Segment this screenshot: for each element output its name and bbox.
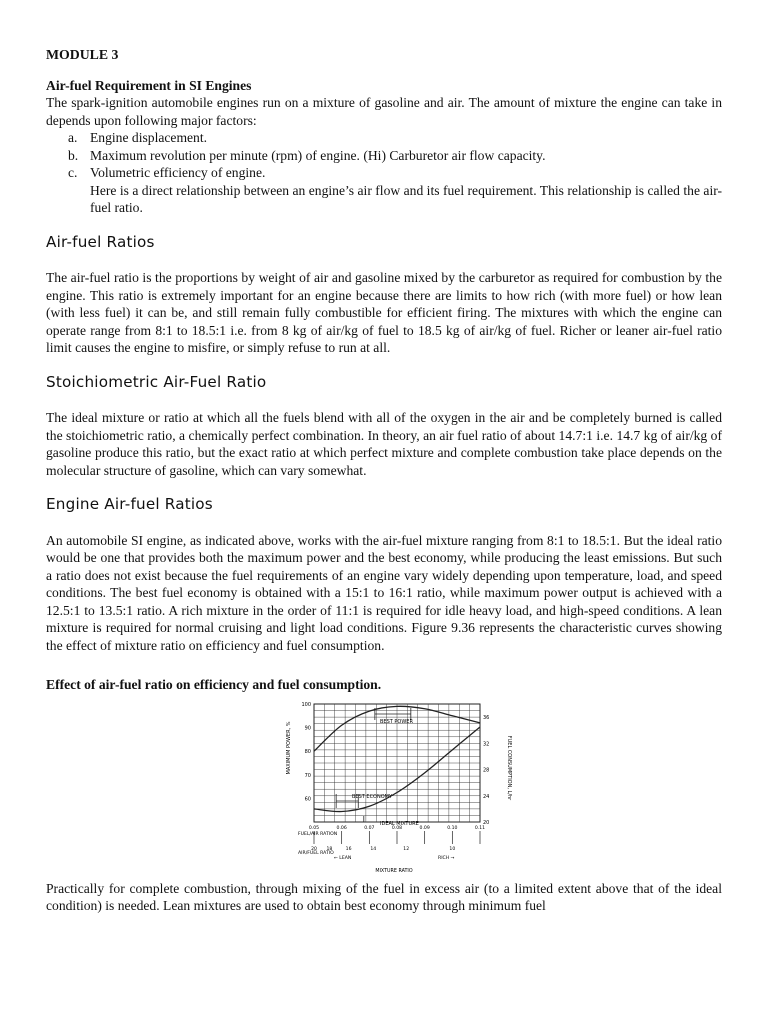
y-right-tick-label: 36 xyxy=(483,714,490,721)
fuel-air-tick-label: 0.09 xyxy=(419,825,430,831)
rich-label: RICH → xyxy=(438,855,455,861)
list-item xyxy=(68,129,722,147)
engine-ratios-paragraph: An automobile SI engine, as indicated above, works with the air-fuel mixture ranging from 8:1 to 18.5:1. But the ideal ratio would be one that provides both the maximum power and the best economy, while producing the least emissions. But such a ratio does not exist because the fuel requirements of an engine vary widely depending upon temperature, load, and speed conditions. The best fuel economy is obtained with a 15:1 to 16:1 ratio, while maximum power output is achieved with a 12.5:1 to 13.5:1 ratio. A rich mixture in the order of 11:1 is required for idle heavy load, and high-speed conditions. A lean mixture is required for normal cruising and light load conditions. Figure 9.36 represents the characteristic curves showing the effect of mixture ratio on efficiency and fuel consumption. xyxy=(46,532,722,653)
best-power-label: BEST POWER xyxy=(380,718,413,725)
x-axis-label: MIXTURE RATIO xyxy=(375,868,413,874)
y-left-label: MAXIMUM POWER, % xyxy=(286,721,292,774)
air-fuel-ratios-paragraph: The air-fuel ratio is the proportions by weight of air and gasoline mixed by the carburetor as required for combustion by the engine. This ratio is extremely important for an engine because there are limits to how rich (with more fuel) or how lean (with less fuel) it can be, and still remain fully combustible for efficient firing. The mixtures with which the engine can operate range from 8:1 to 18.5:1 i.e. from 8 kg of air/kg of fuel to 18.5 kg of air/kg of fuel. Richer or leaner air-fuel ratio limit causes the engine to misfire, or simply refuse to run at all. xyxy=(46,270,722,355)
fuel-air-tick-label: 0.05 xyxy=(308,825,320,831)
intro-closing: Here is a direct relationship between an engine’s air flow and its fuel requirement. This relationship is called the air-fuel ratio. xyxy=(90,182,722,215)
list-item-text: Maximum revolution per minute (rpm) of engine. (Hi) Carburetor air flow capacity. xyxy=(90,147,546,163)
document-page xyxy=(46,40,722,915)
air-fuel-tick-label: 18 xyxy=(326,846,333,852)
fuel-air-tick-label: 0.06 xyxy=(336,825,347,831)
stoichiometric-heading: Stoichiometric Air-Fuel Ratio xyxy=(46,372,267,391)
y-left-tick-label: 70 xyxy=(304,772,311,779)
air-fuel-tick-label: 20 xyxy=(311,846,317,852)
y-left-tick-label: 80 xyxy=(304,748,311,755)
y-right-label: FUEL CONSUMPTION, L/hr xyxy=(506,735,512,800)
mixture-ratio-chart xyxy=(284,698,514,874)
list-item-text: Volumetric efficiency of engine. xyxy=(90,165,266,180)
lean-label: ← LEAN xyxy=(334,855,352,861)
list-item-text: Engine displacement. xyxy=(90,130,208,145)
list-marker: b. xyxy=(68,147,79,163)
figure-caption: Effect of air-fuel ratio on efficiency and fuel consumption. xyxy=(46,677,382,692)
fuel-air-tick-label: 0.10 xyxy=(447,825,458,831)
ideal-mixture-label: IDEAL MIXTURE xyxy=(380,820,419,827)
conclusion-paragraph: Practically for complete combustion, through mixing of the fuel in excess air (to a limited extent above that of the ideal condition) is needed. Lean mixtures are used to obtain best economy through minimum fuel xyxy=(46,880,722,913)
module-title: MODULE 3 xyxy=(46,47,119,62)
best-economy-label: BEST ECONOMY xyxy=(352,793,393,800)
air-fuel-ratio-label: AIR/FUEL RATIO xyxy=(298,850,334,856)
air-fuel-tick-label: 12 xyxy=(403,846,410,852)
stoichiometric-paragraph: The ideal mixture or ratio at which all the fuels blend with all of the oxygen in the air and be completely burned is called the stoichiometric ratio, a chemically perfect combination. In theory, an air fuel ratio of about 14.7:1 i.e. 14.7 kg of air/kg of gasoline produce this ratio, but the exact ratio at which perfect mixture and complete combustion take place depends on the molecular structure of gasoline, which can vary somewhat. xyxy=(46,410,722,478)
y-right-tick-label: 24 xyxy=(483,793,490,800)
y-right-tick-label: 20 xyxy=(483,819,490,826)
y-left-tick-label: 100 xyxy=(301,701,311,708)
air-fuel-tick-label: 16 xyxy=(345,846,352,852)
fuel-air-tick-label: 0.11 xyxy=(474,825,486,831)
y-left-tick-label: 90 xyxy=(304,725,311,732)
y-left-tick-label: 60 xyxy=(304,795,311,802)
engine-ratios-heading: Engine Air-fuel Ratios xyxy=(46,495,213,513)
y-right-tick-label: 28 xyxy=(483,767,490,774)
fuel-air-ratio-label: FUEL/AIR RATION xyxy=(298,831,338,837)
list-item xyxy=(68,164,722,182)
factor-list xyxy=(46,129,722,182)
fuel-air-tick-label: 0.07 xyxy=(364,825,375,831)
air-fuel-ratios-heading: Air-fuel Ratios xyxy=(46,232,155,251)
list-marker: a. xyxy=(68,130,78,145)
air-fuel-tick-label: 14 xyxy=(370,846,377,852)
intro-paragraph: The spark-ignition automobile engines run on a mixture of gasoline and air. The amount of mixture the engine can take in depends upon following major factors: xyxy=(46,95,722,128)
air-fuel-tick-label: 10 xyxy=(449,846,456,852)
list-marker: c. xyxy=(68,165,78,180)
list-item xyxy=(68,147,722,165)
y-right-tick-label: 32 xyxy=(483,740,490,747)
intro-heading: Air-fuel Requirement in SI Engines xyxy=(46,77,252,93)
fuel-air-tick-label: 0.08 xyxy=(391,825,403,831)
